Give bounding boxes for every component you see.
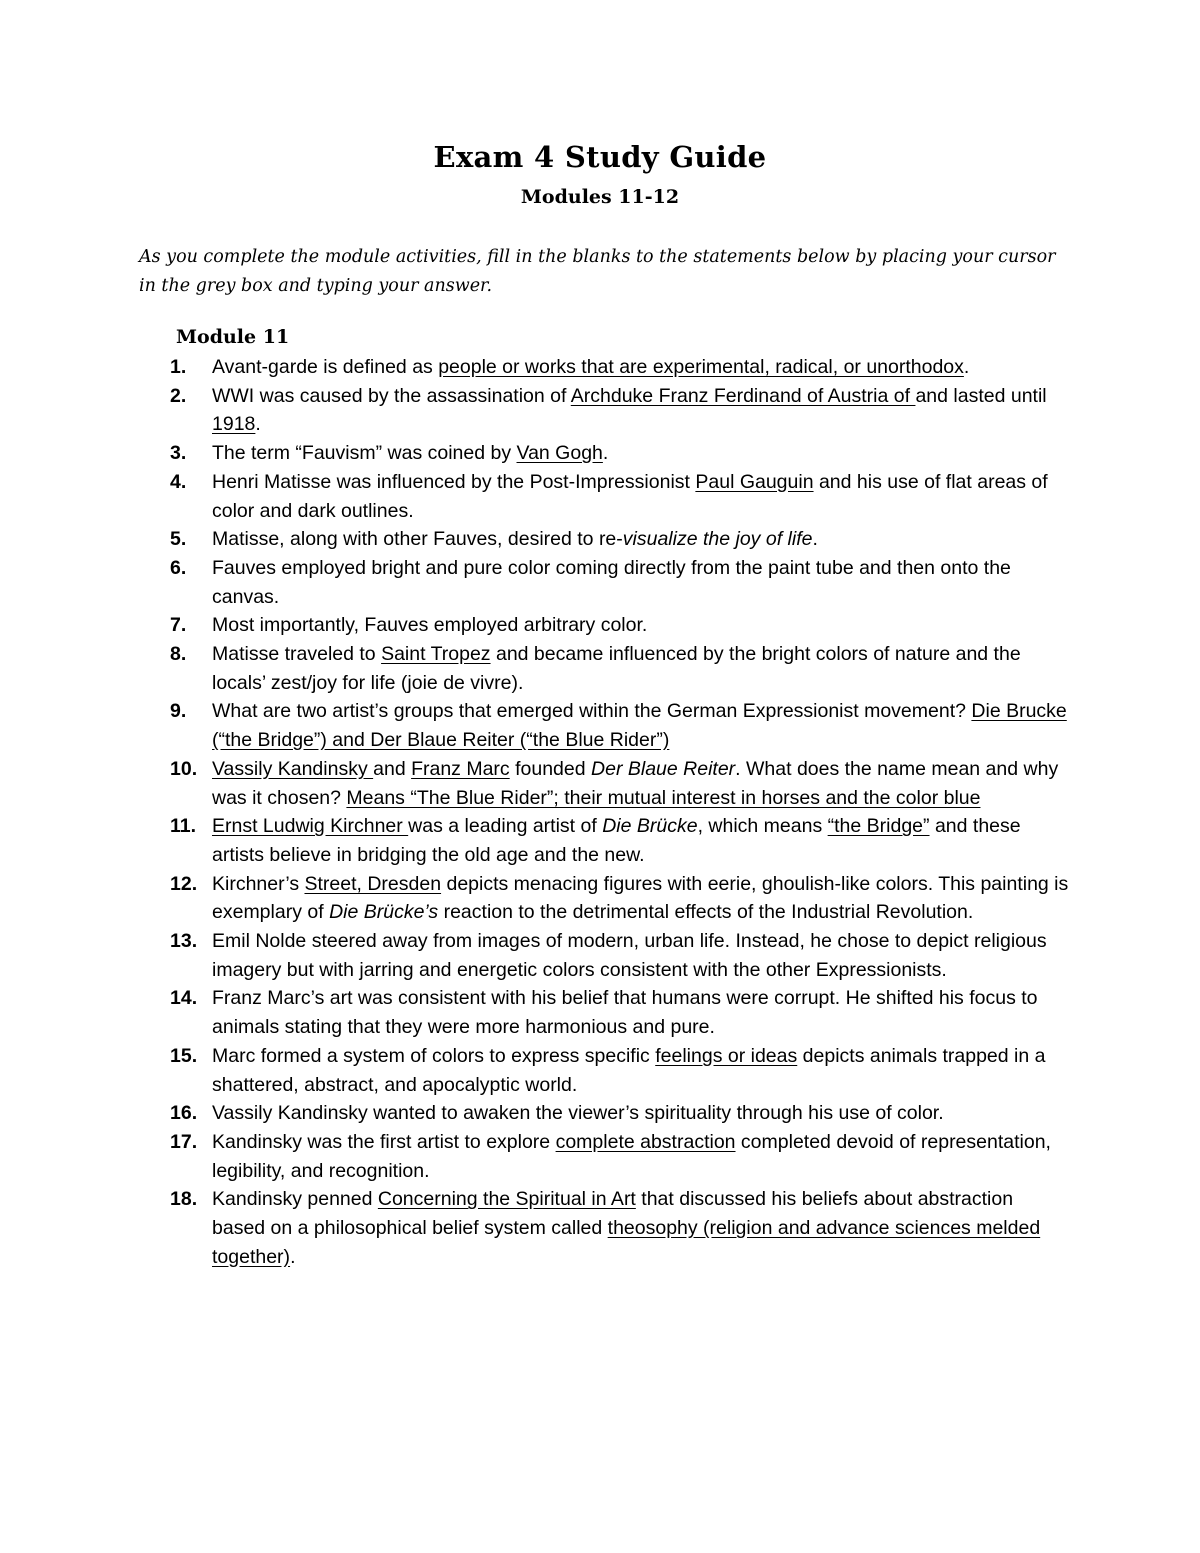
statement-text: What are two artist’s groups that emerged within the German Expressionist movement? (212, 700, 972, 723)
statement-text: . (812, 528, 818, 551)
statement-text: and his use of flat areas of color and dark outlines. (212, 470, 1048, 522)
statement-text: depicts menacing figures with eerie, ghoulish-like colors. This painting is exemplary of (212, 872, 1069, 924)
italic-text: Die Brücke (602, 815, 698, 838)
item-number: 3. (170, 442, 187, 465)
statement-text: Matisse traveled to (212, 643, 382, 666)
list-item (170, 870, 1070, 927)
item-number: 12. (170, 872, 198, 895)
list-item (170, 640, 1070, 697)
answer-text: Saint Tropez (381, 643, 491, 666)
list-item (170, 611, 1070, 640)
answer-text: Franz Marc (411, 757, 510, 780)
list-item (170, 755, 1070, 812)
question-list (170, 353, 1070, 1272)
answer-text: theosophy (religion and advance sciences melded together) (212, 1217, 1041, 1268)
statement-text: . What does the name mean and why was it chosen? (212, 757, 1059, 809)
statement-text: . (255, 413, 261, 436)
statement-text: The term “Fauvism” was coined by (212, 442, 517, 465)
answer-text: Van Gogh (516, 442, 603, 465)
answer-text: complete abstraction (555, 1130, 736, 1153)
answer-text: Vassily Kandinsky (212, 757, 374, 780)
statement-text: Matisse, along with other Fauves, desired to re- (212, 528, 623, 551)
item-number: 18. (170, 1188, 198, 1211)
list-item (170, 812, 1070, 869)
answer-text: Street, Dresden (304, 872, 442, 895)
answer-text: “the Bridge” (827, 815, 930, 838)
list-item (170, 554, 1070, 611)
statement-text: Kirchner’s (212, 872, 305, 895)
statement-text: . (963, 356, 970, 378)
answer-text: Archduke Franz Ferdinand of Austria of (570, 384, 916, 407)
statement-text: Franz Marc’s art was consistent with his belief that humans were corrupt. He shifted his focus to animals stating that they were more harmonious and pure. (212, 987, 1038, 1039)
module-heading: Module 11 (176, 326, 290, 348)
answer-text: Paul Gauguin (695, 470, 814, 493)
answer-text: Means “The Blue Rider”; their mutual interest in horses and the color blue (346, 786, 981, 809)
statement-text: and these artists believe in bridging the old age and the new. (212, 815, 1021, 866)
statement-text: . (602, 442, 609, 465)
page-subtitle: Modules 11-12 (520, 186, 680, 208)
list-item (170, 927, 1070, 984)
list-item (170, 697, 1070, 754)
statement-text: founded (509, 757, 592, 780)
item-number: 6. (170, 556, 187, 579)
answer-text: Ernst Ludwig Kirchner (212, 815, 409, 838)
item-number: 1. (170, 356, 187, 378)
item-number: 2. (170, 384, 187, 407)
item-number: 16. (170, 1102, 198, 1125)
item-number: 5. (170, 528, 187, 551)
answer-text: Die Brucke (“the Bridge”) and Der Blaue Reiter (“the Blue Rider”) (212, 700, 1067, 752)
statement-text: and lasted until (915, 384, 1047, 407)
statement-text: Kandinsky penned (212, 1188, 378, 1211)
item-number: 11. (170, 815, 197, 838)
item-number: 14. (170, 987, 198, 1010)
statement-text: completed devoid of representation, legibility, and recognition. (212, 1130, 1051, 1182)
item-number: 10. (170, 757, 198, 780)
list-item (170, 439, 1070, 468)
list-item (170, 984, 1070, 1041)
item-number: 7. (170, 614, 187, 637)
list-item (170, 382, 1070, 439)
statement-text: and (373, 757, 412, 780)
statement-text: Emil Nolde steered away from images of modern, urban life. Instead, he chose to depict religious imagery but with jarring and energetic colors consistent with the other Expressionists. (212, 930, 1047, 981)
statement-text: . (290, 1245, 296, 1268)
list-item (170, 1185, 1070, 1271)
list-item (170, 468, 1070, 525)
answer-text: feelings or ideas (655, 1044, 798, 1067)
answer-text: people or works that are experimental, radical, or unorthodox (438, 356, 964, 378)
italic-text: Der Blaue Reiter (591, 757, 736, 780)
statement-text: Fauves employed bright and pure color coming directly from the paint tube and then onto the canvas. (212, 556, 1011, 608)
list-item (170, 353, 1070, 382)
statement-text: Kandinsky was the first artist to explore (212, 1130, 556, 1153)
list-item (170, 1099, 1070, 1128)
statement-text: Vassily Kandinsky wanted to awaken the viewer’s spirituality through his use of color. (212, 1102, 944, 1125)
statement-text: reaction to the detrimental effects of the Industrial Revolution. (438, 901, 974, 924)
statement-text: Marc formed a system of colors to express specific (212, 1044, 656, 1067)
statement-text: was a leading artist of (408, 815, 603, 838)
statement-text: WWI was caused by the assassination of (212, 384, 571, 407)
italic-text: visualize the joy of life (622, 528, 813, 551)
item-number: 9. (170, 700, 187, 723)
statement-text: , which means (697, 815, 828, 838)
item-number: 13. (170, 930, 198, 953)
statement-text: Avant-garde is defined as (212, 356, 439, 378)
statement-text: depicts animals trapped in a shattered, abstract, and apocalyptic world. (212, 1044, 1046, 1096)
italic-text: Die Brücke’s (329, 901, 439, 924)
statement-text: that discussed his beliefs about abstraction based on a philosophical belief system called (212, 1188, 1014, 1240)
answer-text: Concerning the Spiritual in Art (377, 1188, 636, 1211)
page-title: Exam 4 Study Guide (433, 140, 767, 174)
list-item (170, 525, 1070, 554)
list-item (170, 1042, 1070, 1099)
statement-text: and became influenced by the bright colors of nature and the locals’ zest/joy for life (joie de vivre). (212, 643, 1021, 694)
item-number: 15. (170, 1044, 198, 1067)
statement-text: Henri Matisse was influenced by the Post-Impressionist (212, 470, 696, 493)
item-number: 4. (170, 470, 187, 493)
item-number: 8. (170, 643, 187, 666)
answer-text: 1918 (212, 413, 256, 436)
instructions: As you complete the module activities, fill in the blanks to the statements below by placing your cursor in the grey box and typing your answer. (139, 247, 1056, 296)
list-item (170, 1128, 1070, 1185)
statement-text: Most importantly, Fauves employed arbitrary color. (212, 614, 648, 637)
item-number: 17. (170, 1130, 198, 1153)
